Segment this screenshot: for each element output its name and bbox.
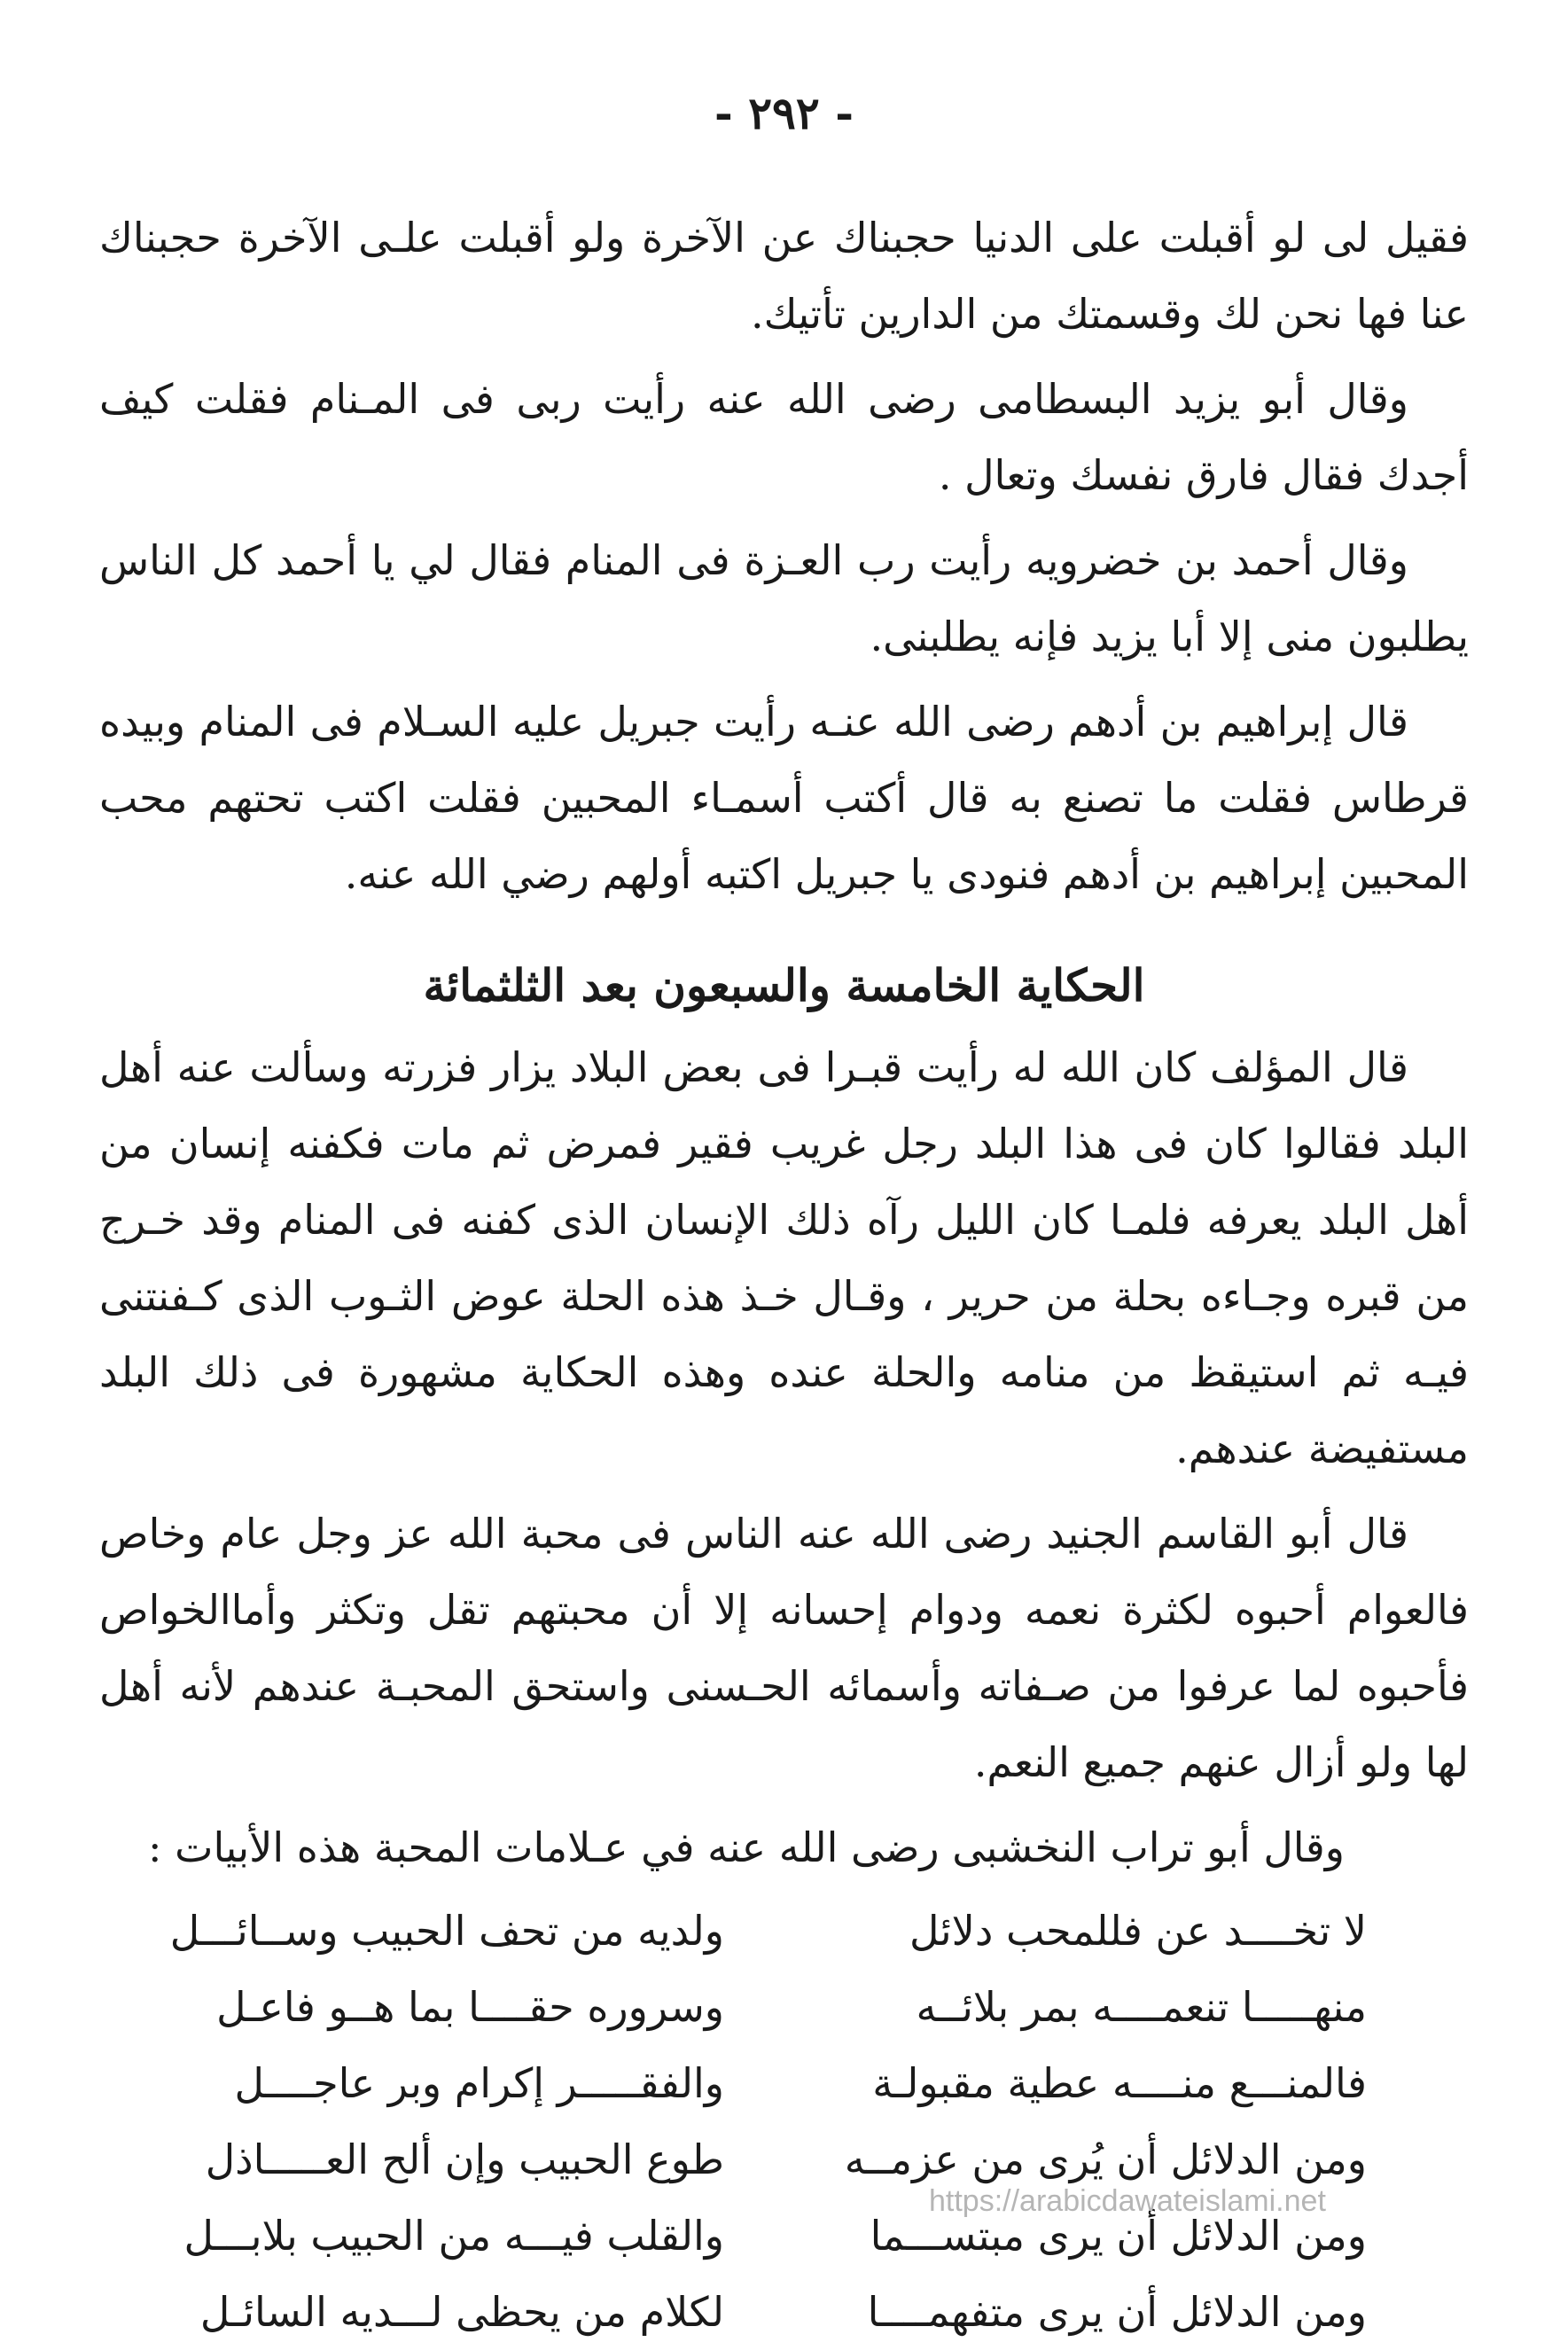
verse-first-hemistich: ومن الدلائل أن يُرى من عزمــه	[844, 2135, 1367, 2183]
verse-second-hemistich: وسروره حقــــا بما هــو فاعـل	[216, 1983, 724, 2031]
verse-first-hemistich: منهـــــا تنعمــــه بمر بلائــه	[916, 1983, 1367, 2031]
poem-intro: وقال أبو تراب النخشبى رضى الله عنه في عـلامات المحبة هذه الأبيات :	[148, 1823, 1345, 1871]
poem-verse	[144, 1969, 1367, 2045]
paragraph: قال إبراهيم بن أدهم رضى الله عنـه رأيت جبريل عليه السـلام فى المنام وبيده قرطاس فقلت ما تصنع به قال أكتب أسمـاء المحبين فقلت اكتب تحتهم محب المحبين إبراهيم بن أدهم فنودى يا جبريل اكتبه أولهم رضي الله عنه.	[99, 698, 1469, 898]
verse-first-hemistich: لا تخــــد عن فللمحب دلائل	[909, 1907, 1367, 1955]
verse-first-hemistich: فالمنـــع منــــه عطية مقبولـة	[872, 2059, 1367, 2107]
paragraph: وقال أحمد بن خضرويه رأيت رب العـزة فى المنام فقال لي يا أحمد كل الناس يطلبون منى إلا أبا يزيد فإنه يطلبنى.	[99, 536, 1469, 660]
poem-verse	[144, 2274, 1367, 2350]
paragraph: قال المؤلف كان الله له رأيت قبـرا فى بعض البلاد يزار فزرته وسألت عنه أهل البلد فقالوا كان فى هذا البلد رجل غريب فقير فمرض ثم مات فكفنه إنسان من أهل البلد يعرفه فلمـا كان الليل رآه ذلك الإنسان الذى كفنه فى المنام وقد خـرج من قبره وجـاءه بحلة من حرير ، وقـال خـذ هذه الحلة عوض الثـوب الذى كـفنتنى فيـه ثم استيقظ من منامه والحلة عنده وهذه الحكاية مشهورة فى ذلك البلد مستفيضة عندهم.	[99, 1043, 1469, 1472]
verse-second-hemistich: والفقـــــر إكرام وبر عاجــــل	[234, 2059, 724, 2107]
verse-second-hemistich: لكلام من يحظى لـــديه السائـل	[199, 2288, 724, 2336]
poem-verse	[144, 2045, 1367, 2121]
paragraph: وقال أبو يزيد البسطامى رضى الله عنه رأيت ربى فى المـنام فقلت كيف أجدك فقال فارق نفسك وتعال .	[99, 375, 1469, 499]
verse-first-hemistich: ومن الدلائل أن يرى متفهمــــا	[867, 2288, 1367, 2336]
verse-second-hemistich: ولديه من تحف الحبيب وســائـــل	[169, 1907, 724, 1955]
paragraph: قال أبو القاسم الجنيد رضى الله عنه الناس فى محبة الله عز وجل عام وخاص فالعوام أحبوه لكثرة نعمه ودوام إحسانه إلا أن محبتهم تقل وتكثر وأماالخواص فأحبوه لما عرفوا من صـفاته وأسمائه الحـسنى واستحق المحبـة عندهم لأنه أهل لها ولو أزال عنهم جميع النعم.	[99, 1510, 1469, 1786]
paragraph: فقيل لى لو أقبلت على الدنيا حجبناك عن الآخرة ولو أقبلت علـى الآخرة حجبناك عنا فها نحن لك وقسمتك من الدارين تأتيك.	[99, 214, 1469, 338]
verse-second-hemistich: طوع الحبيب وإن ألح العـــــاذل	[205, 2135, 724, 2183]
section-heading: الحكاية الخامسة والسبعون بعد الثلثمائة	[423, 959, 1145, 1011]
page-number: - ٢٩٢ -	[714, 87, 854, 139]
verse-first-hemistich: ومن الدلائل أن يرى مبتســـما	[870, 2212, 1367, 2260]
page-body	[99, 199, 1469, 2350]
verse-second-hemistich: والقلب فيـــه من الحبيب بلابـــل	[183, 2212, 724, 2260]
watermark-url: https://arabicdawateislami.net	[929, 2184, 1326, 2218]
poem-verse	[144, 1893, 1367, 1969]
